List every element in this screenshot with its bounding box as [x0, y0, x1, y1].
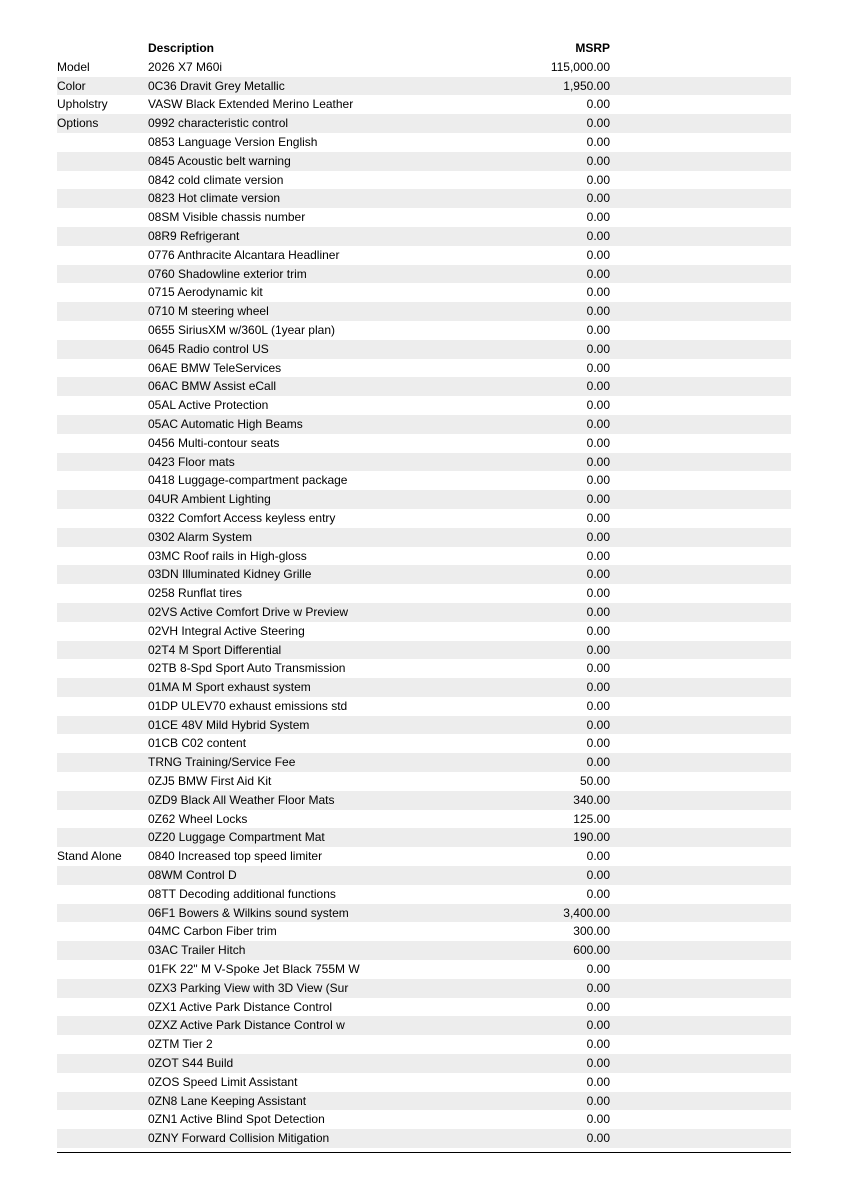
header-description-label: Description	[148, 41, 215, 55]
row-msrp: 0.00	[586, 416, 610, 431]
table-row	[57, 678, 791, 697]
row-description: 04MC Carbon Fiber trim	[148, 924, 277, 939]
row-description: TRNG Training/Service Fee	[148, 755, 296, 770]
row-description: 01CB C02 content	[148, 736, 247, 751]
row-msrp: 0.00	[586, 210, 610, 225]
table-row	[57, 189, 791, 208]
table-row	[57, 1016, 791, 1035]
table-bottom-rule	[57, 1152, 791, 1153]
row-msrp: 0.00	[586, 228, 610, 243]
row-description: 03DN Illuminated Kidney Grille	[148, 567, 312, 582]
row-description: 06AC BMW Assist eCall	[148, 379, 277, 394]
row-category: Model	[57, 59, 90, 74]
table-row	[57, 753, 791, 772]
row-msrp: 0.00	[586, 322, 610, 337]
row-description: 0ZN8 Lane Keeping Assistant	[148, 1093, 307, 1108]
row-description: 0418 Luggage-compartment package	[148, 473, 348, 488]
table-row	[57, 622, 791, 641]
row-description: 0ZX1 Active Park Distance Control	[148, 999, 333, 1014]
row-description: 0ZOS Speed Limit Assistant	[148, 1074, 298, 1089]
row-description: 0776 Anthracite Alcantara Headliner	[148, 247, 340, 262]
row-description: 0322 Comfort Access keyless entry	[148, 510, 336, 525]
row-msrp: 0.00	[586, 1131, 610, 1146]
table-row	[57, 490, 791, 509]
table-row	[57, 584, 791, 603]
table-header-row	[57, 39, 791, 58]
table-row	[57, 321, 791, 340]
row-msrp: 0.00	[586, 266, 610, 281]
row-msrp: 0.00	[586, 886, 610, 901]
table-row	[57, 1110, 791, 1129]
row-msrp: 0.00	[586, 755, 610, 770]
row-description: 03AC Trailer Hitch	[148, 943, 246, 958]
row-msrp: 340.00	[573, 792, 610, 807]
row-description: 0760 Shadowline exterior trim	[148, 266, 307, 281]
row-category: Options	[57, 116, 99, 131]
row-description: 0715 Aerodynamic kit	[148, 285, 263, 300]
table-row	[57, 227, 791, 246]
table-row	[57, 509, 791, 528]
table-row	[57, 1035, 791, 1054]
row-description: 08SM Visible chassis number	[148, 210, 306, 225]
row-msrp: 0.00	[586, 868, 610, 883]
table-row	[57, 885, 791, 904]
table-row	[57, 979, 791, 998]
row-description: 02T4 M Sport Differential	[148, 642, 282, 657]
row-description: 06AE BMW TeleServices	[148, 360, 282, 375]
row-description: 05AC Automatic High Beams	[148, 416, 303, 431]
row-msrp: 0.00	[586, 980, 610, 995]
row-msrp: 0.00	[586, 454, 610, 469]
table-row	[57, 152, 791, 171]
row-description: 08WM Control D	[148, 868, 237, 883]
row-msrp: 0.00	[586, 473, 610, 488]
table-row	[57, 734, 791, 753]
table-row	[57, 77, 791, 96]
row-msrp: 0.00	[586, 849, 610, 864]
table-row	[57, 171, 791, 190]
row-description: 0845 Acoustic belt warning	[148, 153, 291, 168]
table-body	[57, 58, 791, 1148]
table-row	[57, 471, 791, 490]
row-description: 0842 cold climate version	[148, 172, 284, 187]
table-row	[57, 415, 791, 434]
row-msrp: 0.00	[586, 717, 610, 732]
table-row	[57, 1073, 791, 1092]
row-msrp: 0.00	[586, 398, 610, 413]
table-row	[57, 697, 791, 716]
row-description: 02VH Integral Active Steering	[148, 623, 305, 638]
row-description: 0645 Radio control US	[148, 341, 269, 356]
row-description: VASW Black Extended Merino Leather	[148, 97, 354, 112]
row-description: 02VS Active Comfort Drive w Preview	[148, 604, 349, 619]
table-row	[57, 922, 791, 941]
table-row	[57, 866, 791, 885]
row-description: 0Z62 Wheel Locks	[148, 811, 248, 826]
row-msrp: 50.00	[579, 774, 610, 789]
row-msrp: 0.00	[586, 548, 610, 563]
row-msrp: 0.00	[586, 191, 610, 206]
row-msrp: 0.00	[586, 1056, 610, 1071]
row-description: 01MA M Sport exhaust system	[148, 680, 311, 695]
row-msrp: 0.00	[586, 567, 610, 582]
row-msrp: 0.00	[586, 1074, 610, 1089]
table-row	[57, 565, 791, 584]
table-row	[57, 133, 791, 152]
row-msrp: 190.00	[573, 830, 610, 845]
row-msrp: 0.00	[586, 680, 610, 695]
row-msrp: 0.00	[586, 153, 610, 168]
table-row	[57, 58, 791, 77]
row-msrp: 0.00	[586, 736, 610, 751]
row-description: 2026 X7 M60i	[148, 59, 223, 74]
row-description: 03MC Roof rails in High-gloss	[148, 548, 307, 563]
table-row	[57, 528, 791, 547]
row-msrp: 0.00	[586, 1037, 610, 1052]
row-msrp: 0.00	[586, 1093, 610, 1108]
row-description: 0655 SiriusXM w/360L (1year plan)	[148, 322, 335, 337]
row-description: 0823 Hot climate version	[148, 191, 281, 206]
row-msrp: 300.00	[573, 924, 610, 939]
row-description: 08TT Decoding additional functions	[148, 886, 336, 901]
row-description: 0853 Language Version English	[148, 134, 318, 149]
row-msrp: 0.00	[586, 285, 610, 300]
row-msrp: 0.00	[586, 435, 610, 450]
row-description: 0ZXZ Active Park Distance Control w	[148, 1018, 345, 1033]
row-description: 0ZOT S44 Build	[148, 1056, 234, 1071]
table-row	[57, 791, 791, 810]
table-row	[57, 302, 791, 321]
table-row	[57, 772, 791, 791]
row-msrp: 0.00	[586, 247, 610, 262]
row-description: 0Z20 Luggage Compartment Mat	[148, 830, 325, 845]
row-msrp: 125.00	[573, 811, 610, 826]
table-row	[57, 828, 791, 847]
table-row	[57, 1129, 791, 1148]
table-row	[57, 998, 791, 1017]
row-msrp: 0.00	[586, 379, 610, 394]
row-description: 01CE 48V Mild Hybrid System	[148, 717, 310, 732]
table-row	[57, 246, 791, 265]
row-description: 0ZTM Tier 2	[148, 1037, 213, 1052]
header-msrp-label: MSRP	[575, 41, 610, 55]
table-row	[57, 396, 791, 415]
table-row	[57, 208, 791, 227]
table-row	[57, 340, 791, 359]
table-row	[57, 1092, 791, 1111]
table-row	[57, 95, 791, 114]
table-row	[57, 377, 791, 396]
row-category: Color	[57, 78, 86, 93]
table-row	[57, 716, 791, 735]
table-row	[57, 603, 791, 622]
row-msrp: 0.00	[586, 642, 610, 657]
row-msrp: 0.00	[586, 623, 610, 638]
row-description: 0ZD9 Black All Weather Floor Mats	[148, 792, 335, 807]
row-description: 01DP ULEV70 exhaust emissions std	[148, 698, 348, 713]
row-msrp: 0.00	[586, 698, 610, 713]
row-description: 08R9 Refrigerant	[148, 228, 240, 243]
row-description: 02TB 8-Spd Sport Auto Transmission	[148, 661, 346, 676]
row-msrp: 0.00	[586, 586, 610, 601]
row-msrp: 0.00	[586, 604, 610, 619]
row-msrp: 0.00	[586, 360, 610, 375]
table-row	[57, 434, 791, 453]
row-description: 0ZNY Forward Collision Mitigation	[148, 1131, 330, 1146]
table-row	[57, 847, 791, 866]
row-msrp: 0.00	[586, 510, 610, 525]
row-msrp: 0.00	[586, 661, 610, 676]
table-row	[57, 904, 791, 923]
row-description: 04UR Ambient Lighting	[148, 492, 271, 507]
row-msrp: 0.00	[586, 134, 610, 149]
row-msrp: 0.00	[586, 172, 610, 187]
row-description: 0258 Runflat tires	[148, 586, 243, 601]
table-row	[57, 810, 791, 829]
table-row	[57, 1054, 791, 1073]
table-row	[57, 283, 791, 302]
row-description: 0456 Multi-contour seats	[148, 435, 280, 450]
row-description: 0840 Increased top speed limiter	[148, 849, 323, 864]
row-msrp: 0.00	[586, 304, 610, 319]
row-msrp: 0.00	[586, 97, 610, 112]
row-msrp: 0.00	[586, 341, 610, 356]
row-msrp: 0.00	[586, 492, 610, 507]
row-msrp: 0.00	[586, 1018, 610, 1033]
row-msrp: 1,950.00	[563, 78, 610, 93]
row-msrp: 0.00	[586, 529, 610, 544]
row-msrp: 0.00	[586, 999, 610, 1014]
row-description: 0C36 Dravit Grey Metallic	[148, 78, 285, 93]
table-row	[57, 114, 791, 133]
row-msrp: 115,000.00	[550, 59, 610, 74]
row-description: 0423 Floor mats	[148, 454, 235, 469]
table-row	[57, 265, 791, 284]
table-row	[57, 659, 791, 678]
row-description: 0ZX3 Parking View with 3D View (Sur	[148, 980, 349, 995]
table-row	[57, 641, 791, 660]
row-description: 0992 characteristic control	[148, 116, 289, 131]
row-description: 01FK 22" M V-Spoke Jet Black 755M W	[148, 962, 360, 977]
table-row	[57, 453, 791, 472]
row-msrp: 0.00	[586, 1112, 610, 1127]
table-row	[57, 960, 791, 979]
row-description: 0710 M steering wheel	[148, 304, 269, 319]
row-description: 0ZJ5 BMW First Aid Kit	[148, 774, 272, 789]
table-row	[57, 941, 791, 960]
row-description: 0302 Alarm System	[148, 529, 253, 544]
row-msrp: 0.00	[586, 962, 610, 977]
row-msrp: 600.00	[573, 943, 610, 958]
table-row	[57, 359, 791, 378]
row-msrp: 0.00	[586, 116, 610, 131]
row-description: 06F1 Bowers & Wilkins sound system	[148, 905, 349, 920]
row-category: Stand Alone	[57, 849, 122, 864]
table-row	[57, 547, 791, 566]
row-description: 0ZN1 Active Blind Spot Detection	[148, 1112, 325, 1127]
row-category: Upholstry	[57, 97, 108, 112]
row-description: 05AL Active Protection	[148, 398, 269, 413]
row-msrp: 3,400.00	[563, 905, 610, 920]
